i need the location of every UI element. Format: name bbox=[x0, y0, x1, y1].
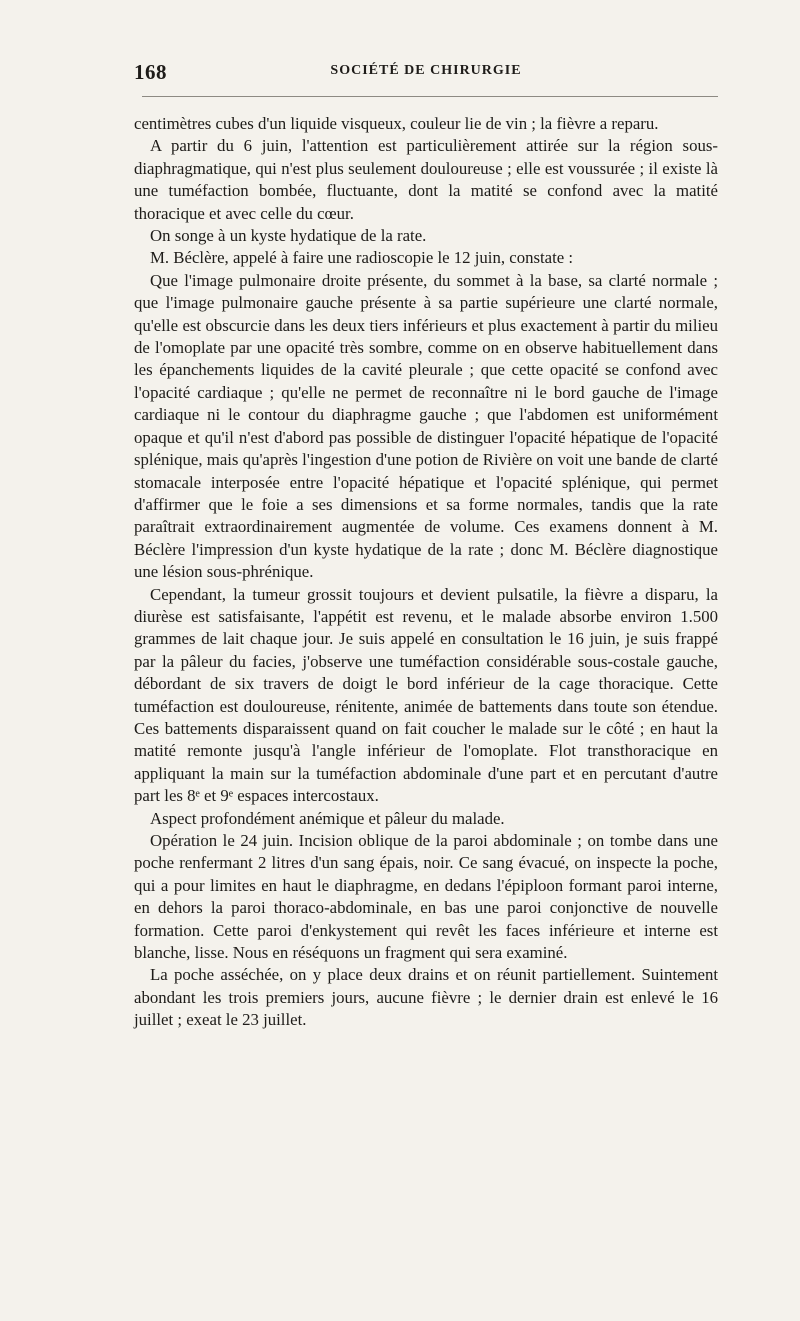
running-title: SOCIÉTÉ DE CHIRURGIE bbox=[330, 63, 522, 78]
paragraph: On songe à un kyste hydatique de la rate. bbox=[150, 226, 427, 246]
paragraph: A partir du 6 juin, l'attention est particulièrement attirée sur la région sous-diaphragmatique, qui n'est plus seulement douloureuse ; elle est voussurée ; il existe là une tuméfaction bombée, fluctuante, dont la matité se confond avec la matité thoracique et avec celle du cœur. bbox=[134, 136, 718, 223]
page-number: 168 bbox=[134, 60, 167, 84]
paragraph: Opération le 24 juin. Incision oblique de la paroi abdominale ; on tombe dans une poche renfermant 2 litres d'un sang épais, noir. Ce sang évacué, on inspecte la poche, qui a pour limites en haut le diaphragme, en dedans l'épiploon formant paroi interne, en dehors la paroi thoraco-abdominale, en bas une paroi conjonctive de nouvelle formation. Cette paroi d'enkystement qui revêt les faces inférieure et interne est blanche, lisse. Nous en réséquons un fragment qui sera examiné. bbox=[134, 831, 718, 963]
paragraph: La poche asséchée, on y place deux drains et on réunit partiellement. Suintement abondant les trois premiers jours, aucune fièvre ; le dernier drain est enlevé le 16 juillet ; exeat le 23 juillet. bbox=[134, 965, 718, 1030]
body-text bbox=[134, 113, 718, 1032]
paragraph: M. Béclère, appelé à faire une radioscopie le 12 juin, constate : bbox=[150, 248, 574, 268]
header-rule bbox=[142, 96, 718, 97]
page-header bbox=[134, 60, 718, 86]
paragraph: centimètres cubes d'un liquide visqueux, couleur lie de vin ; la fièvre a reparu. bbox=[134, 114, 659, 133]
paragraph: Que l'image pulmonaire droite présente, du sommet à la base, sa clarté normale ; que l'image pulmonaire gauche présente à sa partie supérieure une clarté normale, qu'elle est obscurcie dans les deux tiers inférieurs et plus exactement à partir du milieu de l'omoplate par une opacité très sombre, comme on en observe habituellement dans les épanchements liquides de la cavité pleurale ; que cette opacité se confond avec l'opacité cardiaque ; qu'elle ne permet de reconnaître ni le bord gauche de l'image cardiaque ni le contour du diaphragme gauche ; que l'abdomen est uniformément opaque et qu'il n'est d'abord pas possible de distinguer l'opacité hépatique de l'opacité splénique, mais qu'après l'ingestion d'une potion de Rivière on voit une bande de clarté stomacale interposée entre l'opacité hépatique et l'opacité splénique, qui permet d'affirmer que le foie a ses dimensions et sa forme normales, tandis que la rate paraîtrait extraordinairement augmentée de volume. Ces examens donnent à M. Béclère l'impression d'un kyste hydatique de la rate ; donc M. Béclère diagnostique une lésion sous-phrénique. bbox=[134, 270, 718, 582]
paragraph: Cependant, la tumeur grossit toujours et devient pulsatile, la fièvre a disparu, la diurèse est satisfaisante, l'appétit est revenu, et le malade absorbe environ 1.500 grammes de lait chaque jour. Je suis appelé en consultation le 16 juin, je suis frappé par la pâleur du facies, j'observe une tuméfaction considérable sous-costale gauche, débordant de six travers de doigt le bord inférieur de la cage thoracique. Cette tuméfaction est douloureuse, rénitente, animée de battements dans toute son étendue. Ces battements disparaissent quand on fait coucher le malade sur le côté ; en haut la matité remonte jusqu'à l'angle inférieur de l'omoplate. Flot transthoracique en appliquant la main sur la tuméfaction abdominale d'une part et en percutant d'autre part les 8ᵉ et 9ᵉ espaces intercostaux. bbox=[134, 584, 718, 806]
paragraph: Aspect profondément anémique et pâleur du malade. bbox=[150, 808, 505, 828]
